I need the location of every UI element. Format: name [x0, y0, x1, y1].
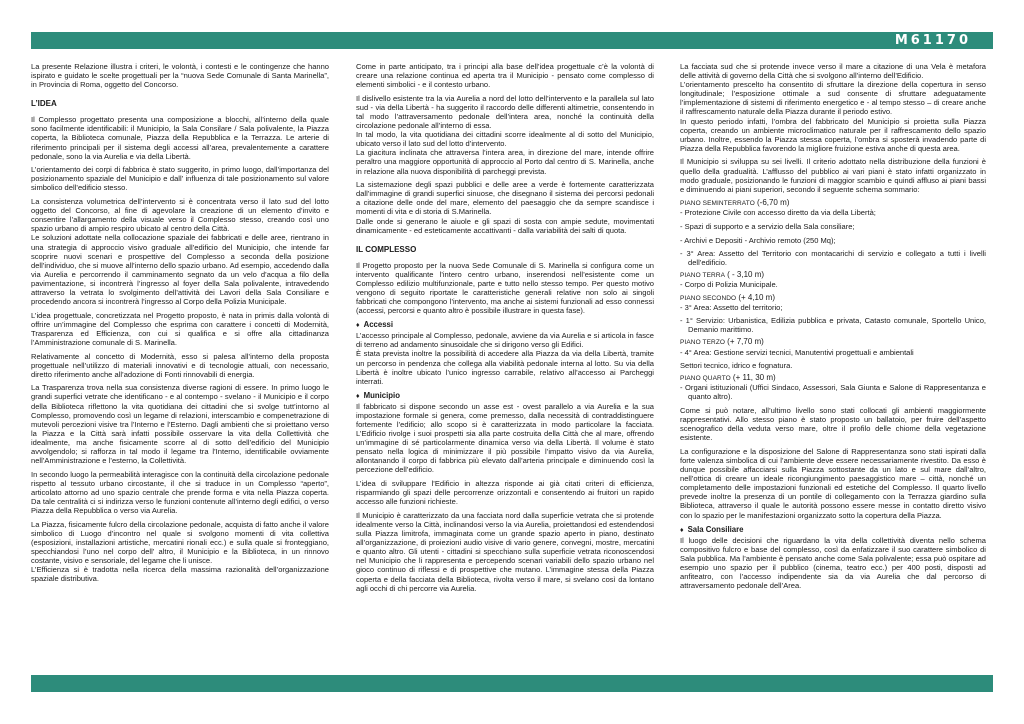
paragraph: La facciata sud che si protende invece verso il mare a citazione di una Vela è metafora delle attività di governo della Città che si svolgono all’interno dell’Edificio.	[680, 62, 986, 81]
level-item: - 3° Area: Assetto del territorio;	[680, 302, 783, 312]
paragraph: In tal modo, la vita quotidiana dei cittadini scorre idealmente al di sotto del Municipio, ubicato verso il lato sud del lotto d’intervento.	[356, 130, 654, 149]
paragraph: Il luogo delle decisioni che riguardano la vita della collettività diventa nello schema compositivo fulcro e base del complesso, così da enfatizzare il suo carattere simbolico di Sala pubblica. Ma l’ambiente è pensato anche come Sala polivalente; essa può ospitare ad esempio uno spazio per il pubblico (cinema, teatro ecc.) per 400 posti, disposti ad anfiteatro, con l’accesso indipendente sia da via Aurelia che dal percorso di attraversamento pedonale dell’Area.	[680, 535, 986, 591]
subsection-label: Accessi	[363, 320, 394, 330]
paragraph: L’Efficienza si è tradotta nella ricerca della massima razionalità dell’organizzazione spaziale distributiva.	[31, 565, 329, 584]
level-item: - Corpo di Polizia Municipale.	[680, 280, 778, 290]
paragraph: Il dislivello esistente tra la via Aurelia a nord del lotto dell’intervento e la parallela sul lato sud - via della Libertà - ha suggerito il raccordo delle differenti altimetrie, consentendo in tal modo l’attraversamento pedonale dell’intera area, nonché la continuità della circolazione pedonale all’interno di essa.	[356, 93, 654, 131]
level-heading: PIANO TERRA ( - 3,10 m)	[680, 270, 765, 280]
section-title-complesso: IL COMPLESSO	[356, 244, 417, 254]
paragraph: La Piazza, fisicamente fulcro della circolazione pedonale, acquista di fatto anche il valore simbolico di Luogo d’incontro nel quale si svolgono momenti di vita collettiva (esposizioni, installazioni artistiche, mercatini rionali ecc.) e sulla quale si fronteggiano, specchiandosi l’uno nel corpo dell’ altro, il Municipio e la Biblioteca, in un rinnovo costante, visivo e sensoriale, del legame che li unisce.	[31, 519, 329, 565]
paragraph: In questo periodo infatti, l’ombra del fabbricato del Municipio si proietta sulla Piazza coperta, creando un ambiente microclimatico naturale per il raffrescamento dello spazio urbano. Inoltre, essendo la Piazza stessa coperta, l’ombra si sposterà invadendo parte di Piazza della Repubblica favorendo la migliore fruizione estiva anche di questa area.	[680, 116, 986, 153]
level-item: - Archivi e Depositi - Archivio remoto (250 Mq);	[680, 235, 836, 245]
column-2	[356, 62, 654, 672]
paragraph: Le soluzioni adottate nella collocazione spaziale dei fabbricati e delle aree, rientrano in una strategia di approccio visivo graduale all’edificio del Municipio, che intende far scoprire nuovi scenari e prospettive del Complesso a seconda della posizione dell’individuo, che si muove all’interno dello spazio urbano. Ad esempio, accedendo dalla via Aurelia e percorrendo il camminamento segnato da un velo d’acqua a filo della pavimentazione, si incontrerà l’ingresso al foyer della Sala polivalente, intravedendo attraverso la vetrata lo svolgimento dell’attività dei Lavori della Sala Consiliare e procedendo ancora si incontrerà l’ingresso al Corpo della Polizia Municipale.	[31, 233, 329, 307]
paragraph: L’idea progettuale, concretizzata nel Progetto proposto, è nata in primis dalla volontà di offrire un’immagine del Complesso che esprima con carattere i concetti di Modernità, Trasparenza ed Efficienza, con cui si qualifica e si offre alla cittadinanza l’Amministrazione comunale di S. Marinella.	[31, 310, 329, 347]
paragraph: Il Complesso progettato presenta una composizione a blocchi, all’interno della quale sono facilmente identificabili: il Municipio, la Sala Consilare / Sala polivalente, la Piazza coperta, la Biblioteca comunale, Piazza della Repubblica e la Terrazza. Le arterie di riferimento principali per il sistema degli accessi all’area, prevalentemente a carattere pedonale, sono la via Aurelia e via della Libertà.	[31, 115, 329, 161]
level-item: - Protezione Civile con accesso diretto da via della Libertà;	[680, 208, 876, 218]
subsection-title-municipio	[356, 391, 654, 401]
paragraph: Dalle onde si generano le aiuole e gli spazi di sosta con ampie sedute, movimentati dinamicamente - ed esteticamente accattivanti - dalla variabilità dei salti di quota.	[356, 216, 654, 235]
footer-bar	[31, 675, 993, 692]
document-code: M61170	[894, 33, 971, 48]
paragraph: La consistenza volumetrica dell’intervento si è concentrata verso il lato sud del lotto oggetto del Concorso, al fine di agevolare la creazione di un elemento d’invito e consentire l’allargamento della visuale verso il Complesso stesso, creando così uno spazio urbano di ampio respiro ubicato al centro della Città.	[31, 197, 329, 234]
level-heading: PIANO SECONDO (+ 4,10 m)	[680, 292, 775, 302]
paragraph: Il fabbricato si dispone secondo un asse est - ovest parallelo a via Aurelia e la sua impostazione formale si genera, come premesso, dalla necessità di contraddistinguere fortemente l’edificio; allo scopo si è caratterizzata in modo particolare la facciata. L’Edificio rivolge i suoi prospetti sia alla parte costruita della Città che al mare, offrendo un’immagine di sé particolarmente dinamica verso via della Libertà. Il volume è stato pensato nella logica di minimizzare il più possibile l’impatto visivo da via Aurelia, allontanando il corpo di fabbrica più elevato dall’arteria principale e diminuendo così la percezione dell’edificio.	[356, 401, 654, 475]
subsection-title-sala-consiliare	[680, 525, 986, 535]
level-item: - Organi istituzionali (Uffici Sindaco, Assessori, Sala Giunta e Salone di Rappresentanza e quanto altro).	[680, 383, 986, 402]
column-1	[31, 62, 329, 672]
column-3	[680, 62, 986, 672]
paragraph: È stata prevista inoltre la possibilità di accedere alla Piazza da via della Libertà, tramite un percorso in pendenza che collega alla viabilità pedonale interna al lotto. Su via della Libertà è inoltre ubicato l’unico ingresso carrabile, relativo all’accesso ai Parcheggi interrati.	[356, 349, 654, 386]
paragraph: La Trasparenza trova nella sua consistenza diverse ragioni di essere. In primo luogo le grandi superfici vetrate che identificano - e al contempo - svelano - il Municipio e il corpo della Biblioteca riflettono la vita quotidiana dei cittadini che si svolge tutt’intorno al Complesso, promovendo così un legame di relazioni, interscambio e compenetrazione di mutevoli percezioni visive tra l’Interno e l’Esterno. Dagli ambienti che si proiettano verso la Piazza e la Città sarà infatti possibile osservare la vita della Collettività che idealmente, ma anche fisicamente scorre al di sotto dell’edificio del Municipio avvolgendolo; si rafforza in tal modo il legame tra l’Interno, identificabile ovviamente nell’Amministrazione e l’esterno, la Collettività.	[31, 383, 329, 466]
level-item: Settori tecnico, idrico e fognatura.	[680, 361, 793, 371]
level-item: - Spazi di supporto e a servizio della Sala consiliare;	[680, 222, 855, 231]
paragraph: La sistemazione degli spazi pubblici e delle aree a verde è fortemente caratterizzata dall’immagine di grandi superfici sinuose, che disegnano il sistema dei percorsi pedonali a citazione delle onde del mare, elemento del paesaggio che da sempre scandisce i momenti di vita e di storia di S.Marinella.	[356, 180, 654, 217]
paragraph: La giacitura inclinata che attraversa l’intera area, in direzione del mare, intende offrire peraltro una maggiore opportunità di approccio al Porto dal centro di S. Marinella, anche in relazione alla nuova disponibilità di parcheggi prevista.	[356, 148, 654, 176]
paragraph: L’orientamento dei corpi di fabbrica è stato suggerito, in primo luogo, dall’importanza del posizionamento spaziale del Municipio e dall’ influenza di tale posizionamento sul valore simbolico dell’edificio stesso.	[31, 165, 329, 193]
paragraph: Il Progetto proposto per la nuova Sede Comunale di S. Marinella si configura come un intervento qualificante l’intero centro urbano, inserendosi nell’esistente come un Complesso edilizio multifunzionale, parte e tutto nello stesso tempo. Per questo motivo vengono di seguito riportate le caratteristiche generali relative non solo ai singoli fabbricati che compongono l’intervento, ma anche ai sistemi funzionali ad esso connessi (accessi, percorsi e quanto altro è possibile illustrare in questa fase).	[356, 260, 654, 316]
diamond-bullet-icon: ♦	[680, 526, 684, 534]
header-bar	[31, 32, 993, 49]
paragraph: L’idea di sviluppare l’Edificio in altezza risponde ai già citati criteri di efficienza, risparmiando gli spazi delle percorrenze orizzontali e consentendo ai fruitori un rapido accesso alle funzioni richieste.	[356, 479, 654, 507]
paragraph: Come in parte anticipato, tra i principi alla base dell’idea progettuale c’è la volontà di creare una relazione continua ed aperta tra il Municipio - pensato come complesso di elementi simbolici - e il contesto urbano.	[356, 62, 654, 90]
level-heading: PIANO SEMINTERRATO (-6,70 m)	[680, 198, 790, 208]
level-item: - 4° Area: Gestione servizi tecnici, Manutentivi progettuali e ambientali	[680, 347, 914, 357]
level-item: - 3° Area: Assetto del Territorio con montacarichi di servizio e collegato a tutti i livelli dell’edificio.	[680, 249, 986, 268]
subsection-title-accessi	[356, 320, 654, 330]
paragraph: Relativamente al concetto di Modernità, esso si palesa all’interno della proposta progettuale nell’utilizzo di materiali innovativi e di tecnologie attuali, con necessario, diretto riferimento anche all’adozione di Fonti rinnovabili di energia.	[31, 351, 329, 379]
intro-paragraph: La presente Relazione illustra i criteri, le volontà, i contesti e le contingenze che hanno ispirato e guidato le scelte progettuali per la “nuova Sede Comunale di Santa Marinella”, in Provincia di Roma, oggetto del Concorso.	[31, 62, 329, 90]
section-title-idea: L’IDEA	[31, 99, 57, 109]
paragraph: Il Municipio è caratterizzato da una facciata nord dalla superficie vetrata che si protende idealmente verso la Città, inclinandosi verso la via Aurelia, proiettandosi ed estendendosi sulla Piazza limitrofa, immaginata come un grande spazio aperto in piano, destinato all’organizzazione, di proiezioni audio visive di vario genere, convegni, mostre, mercatini e quanto altro. Gli utenti - cittadini si specchiano sulla superficie vetrata riconoscendosi nel Municipio che li rappresenta e percependo scenari variabili dello spazio urbano nel gioco continuo di riflessi e di prospettive che mutano. L’immagine stessa della Piazza coperta e della facciata della Biblioteca, rivolta verso il mare, si svelano così da lontano agli occhi di chi percorre via Aurelia.	[356, 510, 654, 593]
diamond-bullet-icon: ♦	[356, 322, 360, 330]
paragraph: In secondo luogo la permeabilità interagisce con la continuità della circolazione pedonale rispetto al tessuto urbano circostante, il che si traduce in un Complesso “aperto”, articolato attorno ad uno spazio centrale che prende forma e vita nella Piazza coperta. Da tale centralità ci si indirizza verso le funzioni contenute all’interno degli edifici, o verso Piazza della Repubblica o verso via Aurelia.	[31, 469, 329, 516]
level-heading: PIANO TERZO (+ 7,70 m)	[680, 337, 764, 347]
subsection-label: Sala Consiliare	[687, 524, 744, 534]
paragraph: Come si può notare, all’ultimo livello sono stati collocati gli ambienti maggiormente rappresentativi. Allo stesso piano è stato proposto un ballatoio, per fruire dell’aspetto scenografico della veduta verso mare, oltre il profilo delle chiome della vegetazione esistente.	[680, 406, 986, 443]
paragraph: L’orientamento prescelto ha consentito di sfruttare la direzione della copertura in senso longitudinale; l’esposizione ottimale a sud consente di sfruttare adeguatamente l’implementazione di sistemi di riferimento energetico e - al tempo stesso – di creare anche il raffrescamento naturale della Piazza durante il periodo estivo.	[680, 80, 986, 117]
paragraph: L’accesso principale al Complesso, pedonale, avviene da via Aurelia e si articola in fasce di terreno ad andamento sinusoidale che si dirigono verso gli Edifici.	[356, 331, 654, 350]
paragraph: Il Municipio si sviluppa su sei livelli. Il criterio adottato nella distribuzione della funzioni è quello della gradualità. L’afflusso del pubblico ai vari piani è stato infatti organizzato in modo graduale, posizionando le funzioni di maggior scambio e quindi affluso ai piani bassi e diminuendo ai piani superiori, secondo il seguente schema sommario:	[680, 157, 986, 194]
subsection-label: Municipio	[363, 390, 400, 400]
diamond-bullet-icon: ♦	[356, 392, 360, 400]
paragraph: La configurazione e la disposizione del Salone di Rappresentanza sono stati ispirati dalla forte valenza simbolica di cui l’ambiente deve essere necessariamente rivestito. Da esso è dunque possibile affacciarsi sulla Piazza sottostante da un lato e sul mare dall’altro, nell’ottica di creare un ideale ricongiungimento paesaggistico mare – città, nonché un completamento delle impostazioni funzionali ed estetiche del Complesso. Il quarto livello prevede inoltre la presenza di un pontile di collegamento con la Terrazza giardino sulla Biblioteca, attraverso il quale le autorità possono essere messe in contatto diretto visivo con lo spazio per le manifestazioni organizzato sotto la copertura della Piazza.	[680, 446, 986, 520]
level-heading: PIANO QUARTO (+ 11, 30 m)	[680, 373, 776, 383]
level-item: - 1° Servizio: Urbanistica, Edilizia pubblica e privata, Catasto comunale, Sportello Unico, Demanio marittimo.	[680, 316, 986, 335]
